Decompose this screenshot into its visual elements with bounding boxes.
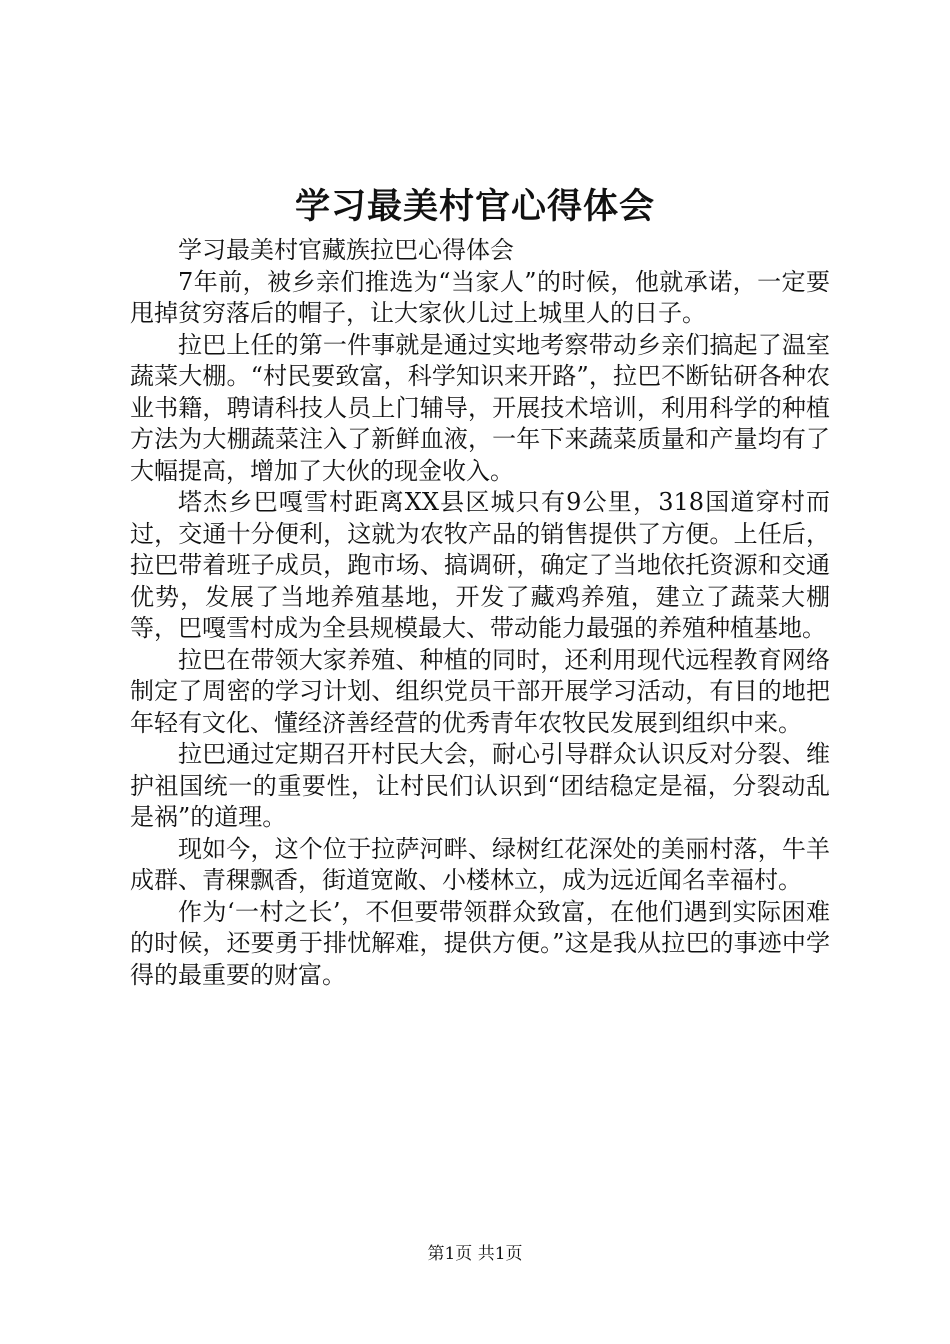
page-number-footer: 第1页 共1页 — [427, 1244, 523, 1264]
paragraph: 作为‘一村之长’，不但要带领群众致富，在他们遇到实际困难的时候，还要勇于排忧解难，提供方便。”这是我从拉巴的事迹中学得的最重要的财富。 — [130, 897, 830, 989]
paragraph: 拉巴上任的第一件事就是通过实地考察带动乡亲们搞起了温室蔬菜大棚。“村民要致富，科学知识来开路”，拉巴不断钻研各种农业书籍，聘请科技人员上门辅导，开展技术培训，利用科学的种植方法为大棚蔬菜注入了新鲜血液，一年下来蔬菜质量和产量均有了大幅提高，增加了大伙的现金收入。 — [130, 330, 830, 485]
document-title: 学习最美村官心得体会 — [294, 186, 655, 227]
paragraph: 拉巴在带领大家养殖、种植的同时，还利用现代远程教育网络制定了周密的学习计划、组织党员干部开展学习活动，有目的地把年轻有文化、懂经济善经营的优秀青年农牧民发展到组织中来。 — [130, 645, 830, 737]
paragraph: 现如今，这个位于拉萨河畔、绿树红花深处的美丽村落，牛羊成群、青稞飘香，街道宽敞、小楼林立，成为远近闻名幸福村。 — [130, 834, 830, 894]
paragraph: 7年前，被乡亲们推选为“当家人”的时候，他就承诺，一定要甩掉贫穷落后的帽子，让大家伙儿过上城里人的日子。 — [130, 267, 830, 327]
paragraph-subtitle: 学习最美村官藏族拉巴心得体会 — [178, 236, 514, 264]
paragraph: 塔杰乡巴嘎雪村距离XX县区城只有9公里，318国道穿村而过，交通十分便利，这就为农牧产品的销售提供了方便。上任后，拉巴带着班子成员，跑市场、搞调研，确定了当地依托资源和交通优势，发展了当地养殖基地，开发了藏鸡养殖，建立了蔬菜大棚等，巴嘎雪村成为全县规模最大、带动能力最强的养殖种植基地。 — [130, 488, 830, 642]
paragraph: 拉巴通过定期召开村民大会，耐心引导群众认识反对分裂、维护祖国统一的重要性，让村民们认识到“团结稳定是福，分裂动乱是祸”的道理。 — [130, 740, 830, 831]
document-body — [130, 235, 830, 991]
